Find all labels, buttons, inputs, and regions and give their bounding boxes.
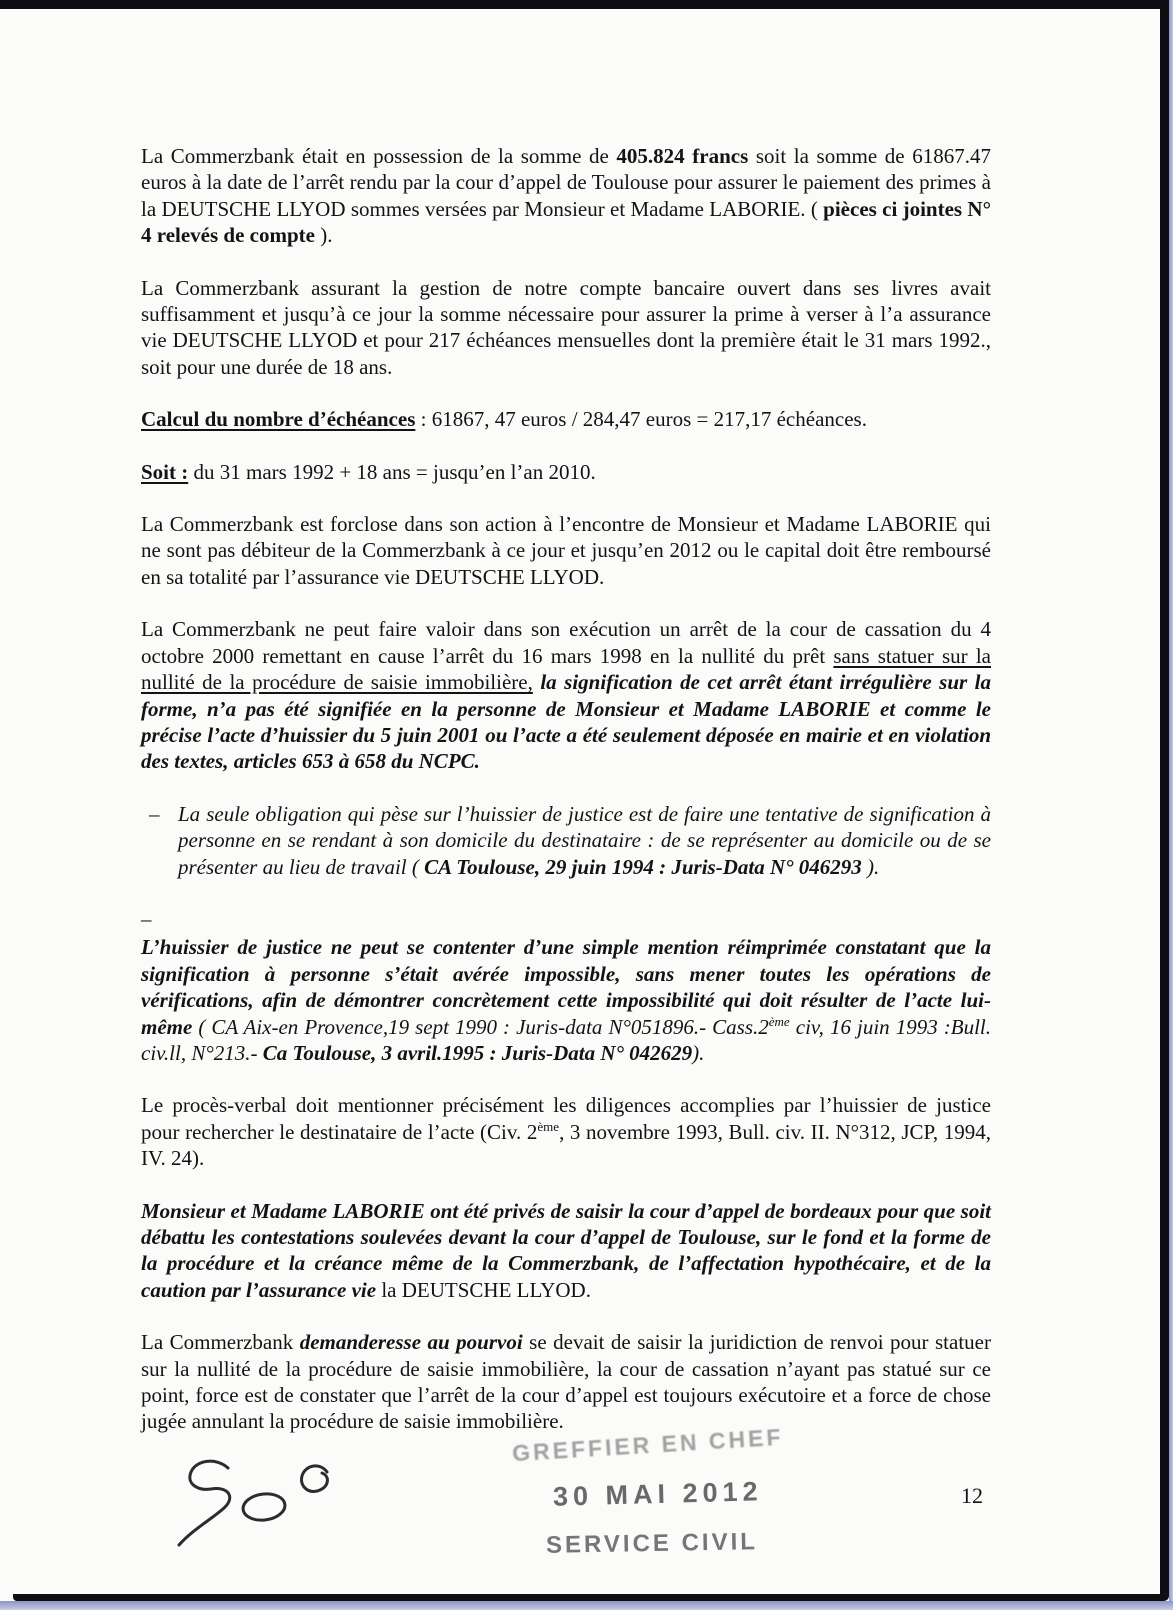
scan-edge-right	[1169, 0, 1173, 1610]
text-segment: La Commerzbank était en possession de la somme de	[141, 144, 617, 168]
text-segment: se devait de saisir la juridiction de renvoi pour statuer sur la nullité de la procédure de saisie immobilière, la cour de cassation n’ayant pas statué sur ce point, force est de constater que l’arrêt de la cour d’appel est toujours exécutoire et a force de chose jugée annulant la procédure de saisie immobilière.	[141, 1330, 991, 1434]
text-segment: Le procès-verbal doit mentionner précisément les diligences accomplies par l’huissier de justice pour rechercher le destinataire de l’acte (Civ. 2	[141, 1093, 991, 1144]
bullet-paragraph	[141, 801, 991, 880]
handwritten-mark	[170, 1452, 330, 1562]
text-segment: La seule obligation qui pèse sur l’huissier de justice est de faire une tentative de signification à personne en se rendant à son domicile du destinataire : de se représenter au domicile ou de se présenter au lieu de travail (	[178, 801, 991, 879]
paragraph	[141, 906, 991, 932]
text-segment: La Commerzbank	[141, 1330, 300, 1355]
handwritten-digit-0	[242, 1492, 287, 1523]
text-segment: –	[141, 906, 152, 931]
handwritten-digit-5	[179, 1461, 230, 1545]
text-segment: Ca Toulouse, 3 avril.1995 : Juris-Data N° 042629	[262, 1040, 693, 1065]
text-segment: la DEUTSCHE LLYOD.	[376, 1277, 591, 1302]
text-segment: CA Toulouse, 29 juin 1994 : Juris-Data N° 046293	[424, 854, 862, 879]
text-segment: La Commerzbank ne peut faire valoir dans son exécution un arrêt de la cour de cassation du 4 octobre 2000 remettant en cause l’arrêt du 16 mars 1998 en la nullité du prêt	[141, 617, 991, 668]
scan-border-bottom	[13, 1594, 1165, 1601]
paragraph	[141, 616, 991, 774]
text-segment: ème	[537, 1118, 560, 1134]
text-segment: Calcul du nombre d’échéances	[141, 407, 416, 432]
scan-border-right	[1160, 0, 1169, 1601]
paragraph	[141, 459, 991, 485]
paragraph	[141, 1329, 991, 1435]
text-segment: sans statuer sur la nullité de la procédure de saisie immobilière,	[141, 643, 991, 695]
text-segment: soit la somme de 61867.47 euros à la date de l’arrêt rendu par la cour d’appel de Toulouse pour assurer le paiement des primes à la DEUTSCHE LLYOD sommes versées par Monsieur et Madame LABORIE. (	[141, 144, 991, 221]
stamp-date: 30 MAI 2012	[552, 1476, 763, 1512]
stamp-greffier-en-chef: GREFFIER EN CHEF	[511, 1423, 785, 1467]
text-segment: 405.824 francs	[616, 144, 749, 168]
text-segment: Soit :	[141, 459, 189, 484]
text-segment: la signification de cet arrêt étant irrégulière sur la forme, n’a pas été signifiée en la personne de Monsieur et Madame LABORIE et comme le précise l’acte d’huissier du 5 juin 2001 ou l’acte a été seulement déposée en mairie et en violation des textes, articles 653 à 658 du NCPC.	[141, 670, 992, 774]
text-segment: civ, 16 juin 1993 :Bull. civ.ll, N°213.-	[141, 1014, 991, 1065]
text-segment: ème	[768, 1013, 790, 1029]
page-number: 12	[961, 1483, 983, 1508]
text-segment: : 61867, 47 euros / 284,47 euros = 217,17 échéances.	[415, 407, 867, 432]
stamp-service-civil: SERVICE CIVIL	[545, 1528, 759, 1559]
paragraph	[141, 1092, 991, 1171]
paragraph	[141, 1198, 991, 1304]
text-segment: ).	[314, 223, 333, 248]
paragraph	[141, 934, 991, 1066]
text-segment: L’huissier de justice ne peut se contenter d’une simple mention réimprimée constatant que la signification à personne s’était avérée impossible, sans mener toutes les opérations de vérifications, afin de démontrer concrètement cette impossibilité qui doit résulter de l’acte lui-même	[141, 935, 991, 1039]
text-segment: du 31 mars 1992 + 18 ans = jusqu’en l’an 2010.	[188, 459, 596, 484]
text-segment: La Commerzbank est forclose dans son action à l’encontre de Monsieur et Madame LABORIE qui ne sont pas débiteur de la Commerzbank à ce jour et jusqu’en 2012 ou le capital doit être remboursé en sa totalité par l’assurance vie DEUTSCHE LLYOD.	[141, 512, 991, 589]
text-segment: pièces ci jointes N° 4 relevés de compte	[141, 196, 991, 248]
document-body	[141, 143, 991, 1461]
text-segment: La Commerzbank assurant la gestion de notre compte bancaire ouvert dans ses livres avait suffisamment et jusqu’à ce jour la somme nécessaire pour assurer la prime à verser à l’a assurance vie DEUTSCHE LLYOD et pour 217 échéances mensuelles dont la première était le 31 mars 1992., soit pour une durée de 18 ans.	[141, 275, 991, 379]
text-segment: Monsieur et Madame LABORIE ont été privés de saisir la cour d’appel de bordeaux pour que soit débattu les contestations soulevées devant la cour d’appel de Toulouse, sur le fond et la forme de la procédure et la créance même de la Commerzbank, de l’affectation hypothécaire, et de la caution par l’assurance vie	[141, 1198, 991, 1302]
bullet-dash: –	[149, 801, 160, 826]
paragraph	[141, 511, 991, 590]
text-segment: ( CA Aix-en Provence,19 sept 1990 : Juris-data N°051896.- Cass.2	[192, 1014, 769, 1039]
scan-border-top	[0, 0, 1168, 9]
paragraph	[141, 143, 991, 249]
paragraph	[141, 406, 991, 432]
text-segment: demanderesse au pourvoi	[299, 1330, 523, 1355]
paragraph	[141, 275, 991, 381]
scan-edge-bottom	[0, 1601, 1173, 1610]
text-segment: , 3 novembre 1993, Bull. civ. II. N°312, JCP, 1994, IV. 24).	[141, 1119, 991, 1171]
text-segment: ).	[692, 1040, 705, 1065]
handwritten-digit-0-small	[301, 1466, 327, 1492]
text-segment: ).	[861, 854, 880, 879]
